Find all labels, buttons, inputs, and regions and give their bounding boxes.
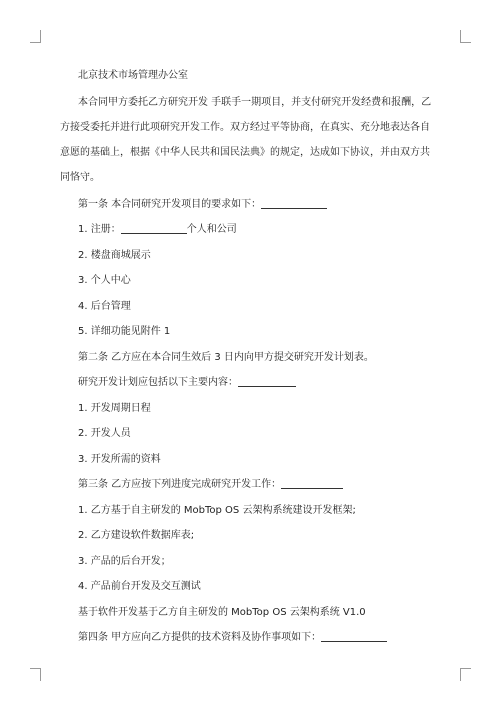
blank-line bbox=[261, 198, 327, 209]
article-3-item-4: 4. 产品前台开发及交互测试 bbox=[78, 581, 201, 592]
article-1-item-4: 4. 后台管理 bbox=[78, 301, 131, 312]
intro-line-3: 意愿的基础上，根据《中华人民共和国民法典》的规定，达成如下协议，并由双方共 bbox=[60, 147, 430, 158]
article-1-title bbox=[78, 198, 327, 211]
article-2-title: 第二条 乙方应在本合同生效后 3 日内向甲方提交研究开发计划表。 bbox=[78, 352, 374, 363]
intro-line-1: 本合同甲方委托乙方研究开发 手联手一期项目，并支付研究开发经费和报酬，乙 bbox=[78, 97, 432, 108]
intro-line-4: 同恪守。 bbox=[60, 172, 100, 183]
article-3-title-text: 第三条 乙方应按下列进度完成研究开发工作： bbox=[78, 479, 282, 490]
article-2-item-1: 1. 开发周期日程 bbox=[78, 403, 151, 414]
crop-mark-top-right bbox=[460, 30, 471, 43]
crop-mark-top-left bbox=[30, 30, 41, 43]
article-3-title bbox=[78, 478, 343, 491]
article-1-title-text: 第一条 本合同研究开发项目的要求如下： bbox=[78, 199, 262, 210]
item-1-suffix: 个人和公司 bbox=[186, 224, 237, 235]
article-4-title bbox=[78, 631, 387, 644]
article-1-item-1 bbox=[78, 223, 237, 236]
blank-line bbox=[121, 223, 187, 234]
article-2-subtitle bbox=[78, 376, 296, 389]
blank-line bbox=[281, 478, 343, 489]
article-3-item-2: 2. 乙方建设软件数据库表; bbox=[78, 530, 195, 541]
article-3-note: 基于软件开发基于乙方自主研发的 MobTop OS 云架构系统 V1.0 bbox=[78, 607, 366, 618]
article-3-item-1: 1. 乙方基于自主研发的 MobTop OS 云架构系统建设开发框架; bbox=[78, 505, 356, 516]
article-2-item-3: 3. 开发所需的资料 bbox=[78, 454, 161, 465]
article-1-item-3: 3. 个人中心 bbox=[78, 275, 131, 286]
intro-line-2: 方接受委托并进行此项研究开发工作。双方经过平等协商，在真实、充分地表达各自 bbox=[60, 122, 430, 133]
crop-mark-bottom-right bbox=[460, 668, 471, 681]
blank-line bbox=[321, 631, 387, 642]
article-3-item-3: 3. 产品的后台开发； bbox=[78, 556, 171, 567]
crop-mark-bottom-left bbox=[30, 668, 41, 681]
article-2-item-2: 2. 开发人员 bbox=[78, 428, 131, 439]
article-1-item-5: 5. 详细功能见附件 1 bbox=[78, 326, 171, 337]
document-header: 北京技术市场管理办公室 bbox=[78, 70, 188, 81]
article-1-item-2: 2. 楼盘商城展示 bbox=[78, 250, 151, 261]
item-1-prefix: 1. 注册： bbox=[78, 224, 121, 235]
article-4-title-text: 第四条 甲方应向乙方提供的技术资料及协作事项如下： bbox=[78, 632, 322, 643]
article-2-subtitle-text: 研究开发计划应包括以下主要内容： bbox=[78, 377, 238, 388]
blank-line bbox=[238, 376, 296, 387]
